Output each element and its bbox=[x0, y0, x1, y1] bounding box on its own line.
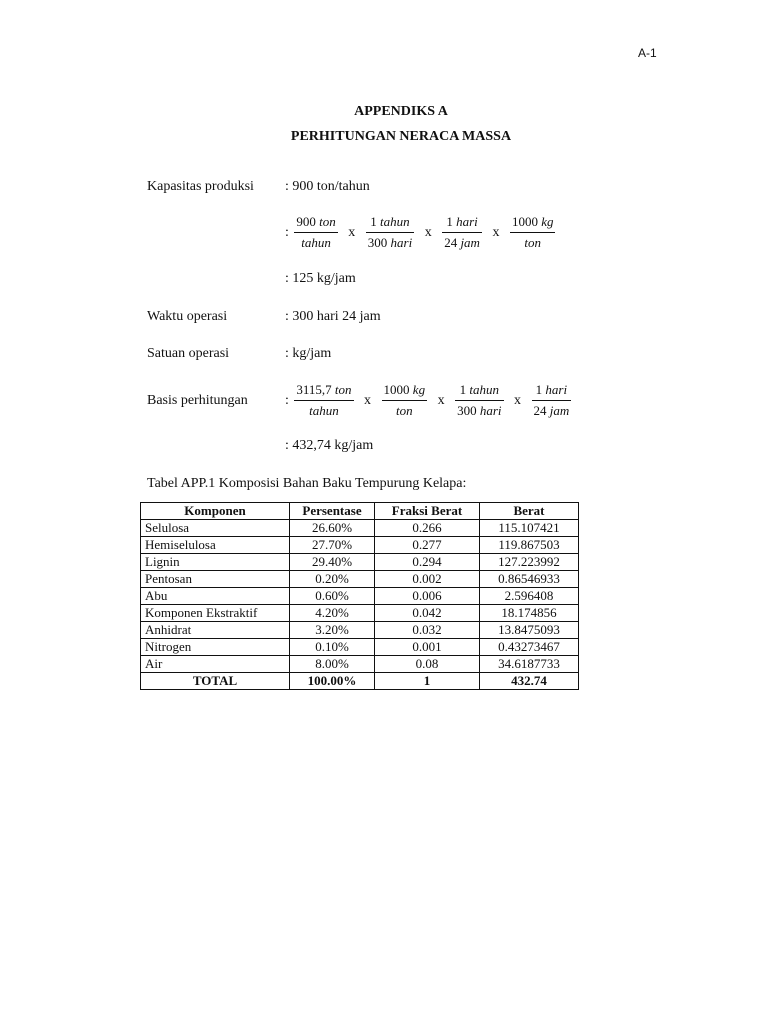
basis-label: Basis perhitungan bbox=[147, 393, 248, 408]
table-row bbox=[141, 588, 579, 605]
table-cell: 100.00% bbox=[290, 673, 375, 690]
table-cell: Selulosa bbox=[141, 520, 290, 537]
fraction: $\frac{1000 kg}{\text{ton}}$ bbox=[383, 382, 426, 418]
column-header: Fraksi Berat bbox=[375, 503, 480, 520]
table-cell: 0.60% bbox=[290, 588, 375, 605]
kapasitas-value: : 900 ton/tahun bbox=[285, 179, 370, 194]
table-cell: Komponen Ekstraktif bbox=[141, 605, 290, 622]
table-cell: Pentosan bbox=[141, 571, 290, 588]
basis-equation bbox=[285, 382, 571, 419]
fraction: $\frac{\text{3115,7 ton}}{\text{tahun}}$ bbox=[296, 382, 352, 418]
basis-result: : 432,74 kg/jam bbox=[285, 438, 374, 453]
fraction: $\frac{\text{1 hari}}{\text{24 jam}}$ bbox=[444, 214, 480, 250]
table-cell: TOTAL bbox=[141, 673, 290, 690]
table-caption: Tabel APP.1 Komposisi Bahan Baku Tempurung Kelapa: bbox=[147, 476, 467, 491]
table-header-row bbox=[141, 503, 579, 520]
table-cell: 27.70% bbox=[290, 537, 375, 554]
table-cell: 8.00% bbox=[290, 656, 375, 673]
fraction: $\frac{\text{900 ton}}{\text{tahun}}$ bbox=[296, 214, 336, 250]
table-cell: 4.20% bbox=[290, 605, 375, 622]
table-cell: 0.006 bbox=[375, 588, 480, 605]
table-cell: Air bbox=[141, 656, 290, 673]
multiply-operator: x bbox=[514, 392, 521, 408]
table-cell: 26.60% bbox=[290, 520, 375, 537]
table-cell: 29.40% bbox=[290, 554, 375, 571]
table-row bbox=[141, 554, 579, 571]
table-row bbox=[141, 656, 579, 673]
table-cell: 0.277 bbox=[375, 537, 480, 554]
waktu-value: : 300 hari 24 jam bbox=[285, 309, 381, 324]
table-cell: 0.294 bbox=[375, 554, 480, 571]
multiply-operator: x bbox=[348, 224, 356, 240]
fraction: $\frac{\text{1 hari}}{\text{24 jam}}$ bbox=[533, 382, 570, 418]
table-cell: Hemiselulosa bbox=[141, 537, 290, 554]
table-cell: 127.223992 bbox=[480, 554, 579, 571]
table-cell: 0.43273467 bbox=[480, 639, 579, 656]
page-title: APPENDIKS A bbox=[354, 104, 448, 119]
table-cell: 0.86546933 bbox=[480, 571, 579, 588]
multiply-operator: x bbox=[424, 224, 432, 240]
table-cell: 0.20% bbox=[290, 571, 375, 588]
kapasitas-result: : 125 kg/jam bbox=[285, 271, 356, 286]
fraction: $\frac{\text{1 tahun}}{\text{300 hari}}$ bbox=[457, 382, 502, 418]
table-cell: 13.8475093 bbox=[480, 622, 579, 639]
table-cell: 0.042 bbox=[375, 605, 480, 622]
table-total-row bbox=[141, 673, 579, 690]
fraction: $\frac{\text{1 tahun}}{\text{300 hari}}$ bbox=[367, 214, 413, 250]
table-row bbox=[141, 571, 579, 588]
table-cell: Anhidrat bbox=[141, 622, 290, 639]
equation-colon: : bbox=[285, 224, 289, 240]
table-cell: 0.002 bbox=[375, 571, 480, 588]
table-cell: 0.001 bbox=[375, 639, 480, 656]
column-header: Berat bbox=[480, 503, 579, 520]
column-header: Persentase bbox=[290, 503, 375, 520]
table-cell: 0.08 bbox=[375, 656, 480, 673]
composition-table bbox=[140, 502, 579, 690]
column-header: Komponen bbox=[141, 503, 290, 520]
table-cell: Lignin bbox=[141, 554, 290, 571]
page-subtitle: PERHITUNGAN NERACA MASSA bbox=[290, 129, 512, 144]
equation-colon: : bbox=[285, 392, 289, 408]
table-cell: 432.74 bbox=[480, 673, 579, 690]
table-cell: 119.867503 bbox=[480, 537, 579, 554]
table-row bbox=[141, 622, 579, 639]
satuan-value: : kg/jam bbox=[285, 346, 332, 361]
table-cell: Abu bbox=[141, 588, 290, 605]
kapasitas-equation bbox=[285, 214, 555, 251]
multiply-operator: x bbox=[437, 392, 445, 408]
satuan-label: Satuan operasi bbox=[147, 346, 230, 361]
page-number: A-1 bbox=[638, 46, 657, 60]
table-row bbox=[141, 537, 579, 554]
table-cell: 0.266 bbox=[375, 520, 480, 537]
table-cell: 2.596408 bbox=[480, 588, 579, 605]
table-cell: 0.10% bbox=[290, 639, 375, 656]
table-cell: Nitrogen bbox=[141, 639, 290, 656]
table-cell: 0.032 bbox=[375, 622, 480, 639]
multiply-operator: x bbox=[364, 392, 372, 408]
table-cell: 115.107421 bbox=[480, 520, 579, 537]
table-row bbox=[141, 639, 579, 656]
table-cell: 3.20% bbox=[290, 622, 375, 639]
table-cell: 34.6187733 bbox=[480, 656, 579, 673]
table-row bbox=[141, 605, 579, 622]
table-cell: 18.174856 bbox=[480, 605, 579, 622]
fraction: $\frac{1000 kg}{\text{ton}}$ bbox=[511, 214, 554, 250]
waktu-label: Waktu operasi bbox=[147, 309, 228, 324]
table-cell: 1 bbox=[375, 673, 480, 690]
table-row bbox=[141, 520, 579, 537]
multiply-operator: x bbox=[492, 224, 500, 240]
kapasitas-label: Kapasitas produksi bbox=[147, 179, 254, 194]
